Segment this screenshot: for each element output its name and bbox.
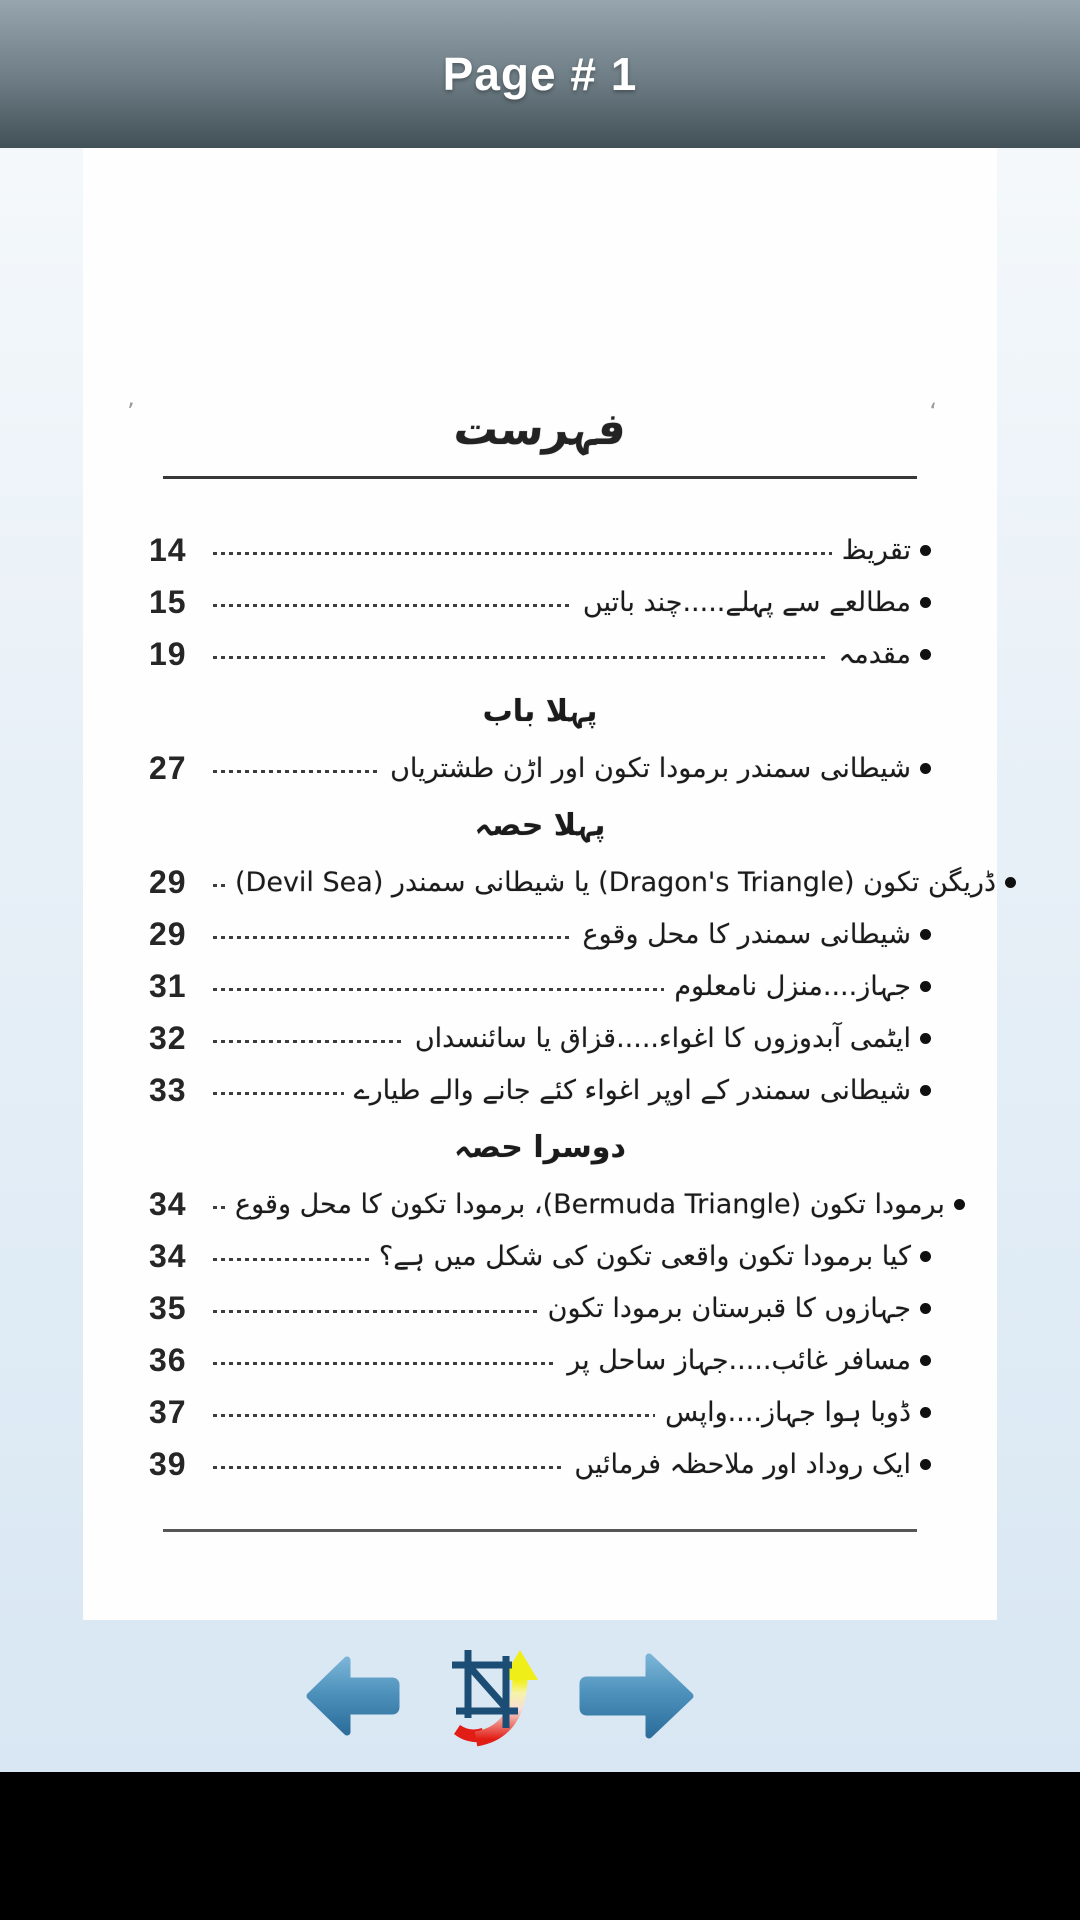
toc-entry-text: مطالعے سے پہلے.....چند باتیں [582,586,911,618]
toc-page-number: 34 [149,1186,187,1222]
arrow-right-icon [578,1649,698,1743]
dotted-leader [213,1258,369,1261]
dotted-leader [213,988,664,991]
bullet-icon [920,1407,931,1418]
toc-entry-text: برمودا تکون (Bermuda Triangle)، برمودا تکون کا محل وقوع [235,1188,945,1220]
toc-entry-text: مسافر غائب.....جہاز ساحل پر [567,1344,911,1376]
toc-entry [149,960,931,1012]
toc-entry [149,1230,931,1282]
toc-entry [149,1334,931,1386]
toc-page-number: 39 [149,1446,187,1482]
scan-mark: ’ [127,398,135,426]
prev-page-button[interactable] [302,1652,402,1740]
bullet-icon [920,929,931,940]
crop-button[interactable] [438,1644,542,1748]
arrow-left-icon [302,1652,402,1740]
toc-title: فہرست [451,404,629,455]
bullet-icon [920,545,931,556]
toc-entry-text: مقدمہ [838,638,911,670]
navigation-toolbar [0,1620,1040,1772]
bottom-rule [163,1529,917,1532]
dotted-leader [213,1092,344,1095]
toc-entry-text: کیا برمودا تکون واقعی تکون کی شکل میں ہے؟ [378,1240,911,1272]
toc-page-number: 31 [149,968,187,1004]
toc-entry [149,908,931,960]
bullet-icon [920,597,931,608]
toc-page-number: 15 [149,584,187,620]
dotted-leader [213,1206,225,1209]
toc-entry-text: شیطانی سمندر کے اوپر اغواء کئے جانے والے طیارے [353,1074,911,1106]
toc-entry [149,524,931,576]
toc-page-number: 37 [149,1394,187,1430]
bullet-icon [920,1459,931,1470]
header-bar [0,0,1080,148]
crop-rotate-icon [438,1644,542,1748]
dotted-leader [213,884,225,887]
toc-entry [149,576,931,628]
toc-entry [149,628,931,680]
bullet-icon [920,1085,931,1096]
title-rule [163,476,917,479]
next-page-button[interactable] [578,1649,698,1743]
toc-page-number: 29 [149,916,187,952]
bullet-icon [920,981,931,992]
bullet-icon [954,1199,965,1210]
toc-entry [149,1012,931,1064]
toc-entry-text: ایک روداد اور ملاحظہ فرمائیں [574,1448,911,1480]
dotted-leader [213,1310,538,1313]
bullet-icon [1005,877,1016,888]
toc-entry [149,1178,945,1230]
toc-entry-text: تقریظ [841,534,911,566]
toc-entry [149,742,931,794]
toc-page-number: 27 [149,750,187,786]
dotted-leader [213,604,573,607]
toc-section-heading: پہلا باب [482,693,598,729]
bullet-icon [920,763,931,774]
toc-page-number: 36 [149,1342,187,1378]
book-page[interactable] [83,148,997,1620]
toc-entry-text: ایٹمی آبدوزوں کا اغواء.....قزاق یا سائنسداں [414,1022,911,1054]
dotted-leader [213,656,828,659]
scan-mark: ‘ [929,398,937,426]
toc-page-number: 32 [149,1020,187,1056]
bottom-black-bar [0,1772,1080,1920]
dotted-leader [213,1362,557,1365]
page-title: Page # 1 [442,48,638,100]
toc-page-number: 33 [149,1072,187,1108]
toc-section-heading: پہلا حصہ [474,807,606,843]
toc-entry-text: جہاز....منزل نامعلوم [674,970,911,1002]
toc-entry [149,856,996,908]
bullet-icon [920,649,931,660]
dotted-leader [213,770,380,773]
dotted-leader [213,936,572,939]
toc-entry [149,1282,931,1334]
toc-entry [149,1438,931,1490]
bullet-icon [920,1355,931,1366]
dotted-leader [213,1040,405,1043]
bullet-icon [920,1303,931,1314]
dotted-leader [213,552,832,555]
toc-entry-text: ڈوبا ہوا جہاز....واپس [665,1396,911,1428]
toc-entry-text: جہازوں کا قبرستان برمودا تکون [547,1292,911,1324]
toc-page-number: 19 [149,636,187,672]
toc-entry [149,1386,931,1438]
toc-section-heading: دوسرا حصہ [454,1129,626,1165]
toc-list [149,524,996,1490]
toc-page-number: 14 [149,532,187,568]
toc-page-number: 34 [149,1238,187,1274]
toc-entry-text: شیطانی سمندر کا محل وقوع [582,918,911,950]
toc-page-number: 29 [149,864,187,900]
toc-entry [149,1064,931,1116]
bullet-icon [920,1251,931,1262]
toc-entry-text: ڈریگن تکون (Dragon's Triangle) یا شیطانی سمندر (Devil Sea) [235,866,996,898]
toc-page-number: 35 [149,1290,187,1326]
dotted-leader [213,1414,655,1417]
toc-entry-text: شیطانی سمندر برمودا تکون اور اڑن طشتریاں [390,752,911,784]
bullet-icon [920,1033,931,1044]
dotted-leader [213,1466,564,1469]
